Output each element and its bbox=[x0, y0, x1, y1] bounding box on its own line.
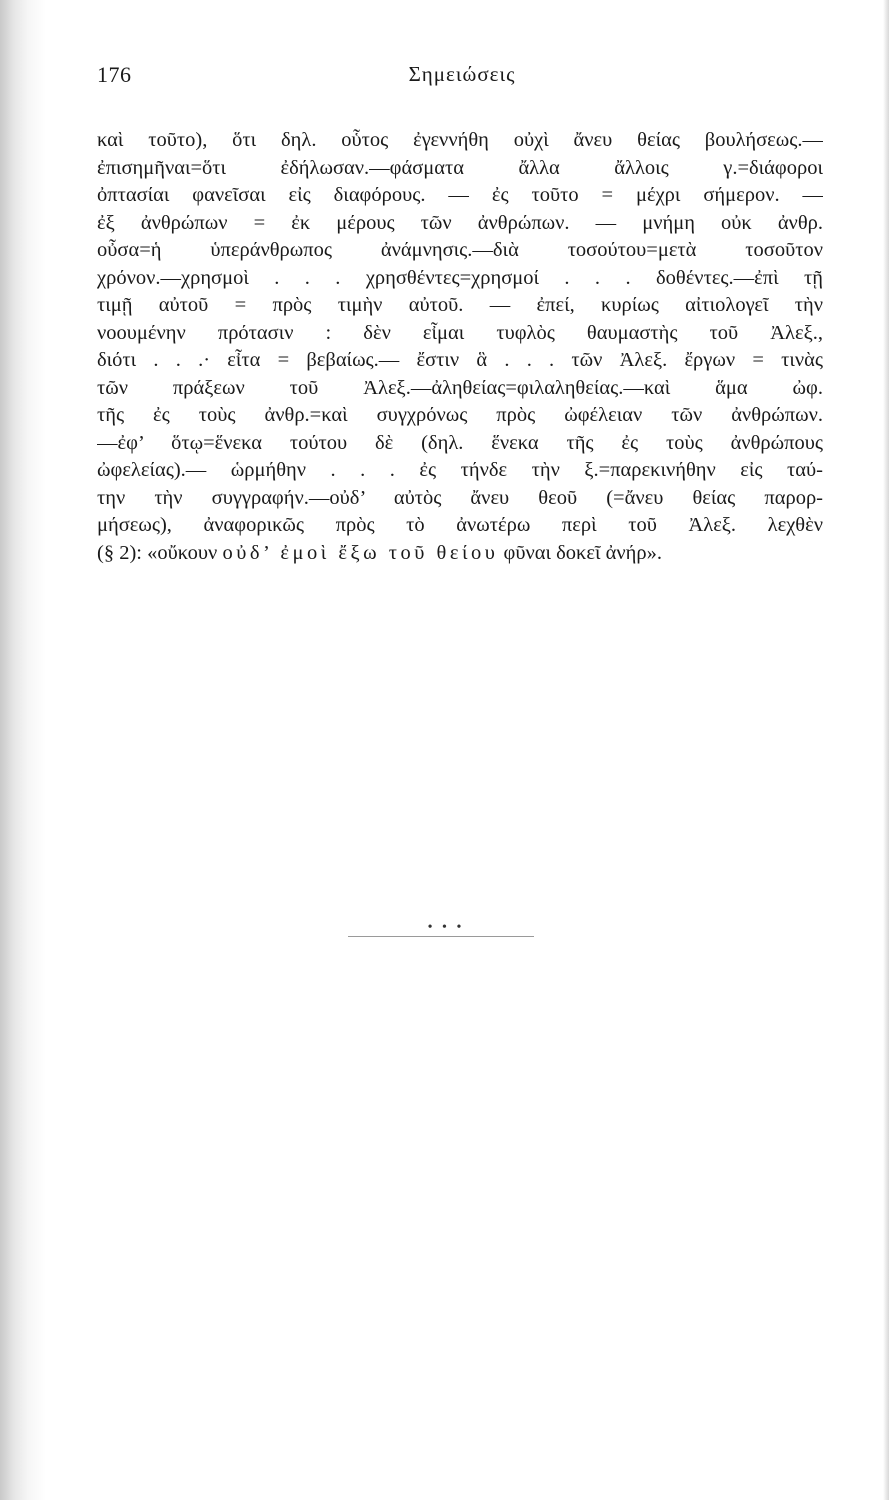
text-line-10: τῶν πράξεων τοῦ Ἀλεξ.—ἀληθείας=φιλαληθείας.—καὶ ἅμα ὠφ. bbox=[97, 376, 823, 399]
page-number: 176 bbox=[97, 62, 132, 87]
text-line-13: ὠφελείας).— ὡρμήθην . . . ἐς τήνδε τὴν ξ.=παρεκινήθην εἰς ταύ- bbox=[97, 459, 823, 481]
last-line-prefix: (§ 2): «οὔκουν bbox=[97, 541, 223, 564]
text-line-8: νοουμένην πρότασιν : δὲν εἶμαι τυφλὸς θαυμαστὴς τοῦ Ἀλεξ., bbox=[97, 321, 823, 344]
text-line-12: —ἐφ’ ὅτῳ=ἕνεκα τούτου δὲ (δηλ. ἕνεκα τῆς ἐς τοὺς ἀνθρώπους bbox=[97, 431, 823, 454]
text-line-15: μήσεως), ἀναφορικῶς πρὸς τὸ ἀνωτέρω περὶ τοῦ Ἀλεξ. λεχθὲν bbox=[97, 514, 823, 536]
running-title: Σημειώσεις bbox=[408, 62, 516, 86]
page-header bbox=[97, 62, 827, 98]
page-edge-shadow bbox=[883, 0, 889, 1500]
text-line-1: καὶ τοῦτο), ὅτι δηλ. οὗτος ἐγεννήθη οὐχὶ ἄνευ θείας βουλήσεως.— bbox=[97, 129, 823, 151]
text-line-3: ὀπτασίαι φανεῖσαι εἰς διαφόρους. — ἐς τοῦτο = μέχρι σήμερον. — bbox=[97, 184, 823, 206]
text-line-16 bbox=[97, 540, 823, 568]
text-line-11: τῆς ἐς τοὺς ἀνθρ.=καὶ συγχρόνως πρὸς ὠφέλειαν τῶν ἀνθρώπων. bbox=[97, 404, 823, 426]
text-line-6: χρόνον.—χρησμοὶ . . . χρησθέντες=χρησμοί . . . δοθέντες.—ἐπὶ τῇ bbox=[97, 266, 823, 289]
last-line-suffix: φῦναι δοκεῖ ἀνήρ». bbox=[498, 541, 662, 564]
text-line-5: οὖσα=ἡ ὑπεράνθρωπος ἀνάμνησις.—διὰ τοσούτου=μετὰ τοσοῦτον bbox=[97, 239, 823, 261]
text-line-14: την τὴν συγγραφήν.—οὐδ’ αὐτὸς ἄνευ θεοῦ (=ἄνευ θείας παρορ- bbox=[97, 486, 823, 509]
section-ornament: • • • bbox=[427, 920, 465, 935]
spaced-quotation: οὐδ’ ἐμοὶ ἔξω τοῦ θείου bbox=[222, 541, 499, 564]
text-line-7: τιμῇ αὐτοῦ = πρὸς τιμὴν αὐτοῦ. — ἐπεί, κυρίως αἰτιολογεῖ τὴν bbox=[97, 294, 823, 316]
text-line-2: ἐπισημῆναι=ὅτι ἐδήλωσαν.—φάσματα ἄλλα ἄλλοις γ.=διάφοροι bbox=[97, 156, 823, 179]
text-line-4: ἐξ ἀνθρώπων = ἐκ μέρους τῶν ἀνθρώπων. — μνήμη οὐκ ἀνθρ. bbox=[97, 211, 823, 234]
text-line-9: διότι . . .· εἶτα = βεβαίως.— ἔστιν ἃ . . . τῶν Ἀλεξ. ἔργων = τινὰς bbox=[97, 349, 823, 371]
section-divider-rule bbox=[348, 936, 534, 937]
notes-text-block bbox=[97, 127, 823, 567]
